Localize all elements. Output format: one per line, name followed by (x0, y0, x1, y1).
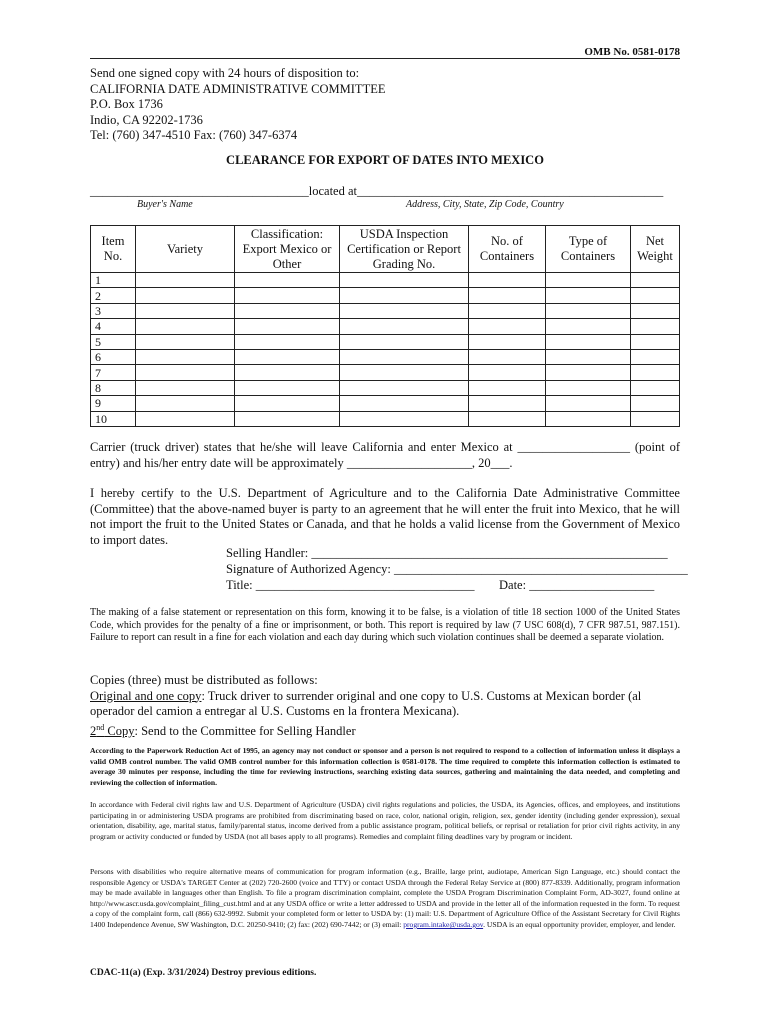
table-row (91, 411, 680, 426)
table-body (91, 273, 680, 427)
table-row (91, 380, 680, 395)
entry-cell[interactable] (546, 303, 631, 318)
disability-notice: Persons with disabilities who require alternative means of communication for program information (e.g., Braille, large print, audiotape, American Sign Language, etc.) should contact the responsible Agency or USDA's TARGET Center at (202) 720-2600 (voice and TTY) or contact USDA through the Federal Relay Service at (800) 877-8339. Additionally, program information may be made available in languages other than English. To file a program discrimination complaint, complete the USDA Program Discrimination Complaint Form, AD-3027, found online at http://www.ascr.usda.gov/complaint_filing_cust.html and at any USDA office or write a letter addressed to USDA and provide in the letter all of the information requested in the form. To request a copy of the complaint form, call (866) 632-9992. Submit your completed form or letter to USDA by: (1) mail: U.S. Department of Agriculture Office of the Assistant Secretary for Civil Rights 1400 Independence Avenue, SW Washington, D.C. 20250-9410; (2) fax: (202) 690-7442; or (3) email: program.intake@usda.gov. USDA is an equal opportunity provider, employer, and lender. (90, 867, 680, 929)
entry-cell[interactable] (631, 319, 680, 334)
table-row (91, 396, 680, 411)
col-item-no: Item No. (91, 226, 136, 273)
entry-cell[interactable] (235, 319, 340, 334)
copies-second (90, 720, 680, 740)
entry-cell[interactable] (340, 380, 469, 395)
address-line: P.O. Box 1736 (90, 97, 163, 111)
buyer-address-field[interactable]: _________________________________________________ (357, 184, 664, 198)
entry-cell[interactable] (340, 319, 469, 334)
copies-intro: Copies (three) must be distributed as follows: (90, 673, 318, 687)
col-classification: Classification: Export Mexico or Other (235, 226, 340, 273)
item-number-cell: 1 (91, 273, 136, 288)
entry-cell[interactable] (340, 273, 469, 288)
table-row (91, 365, 680, 380)
form-title: CLEARANCE FOR EXPORT OF DATES INTO MEXICO (226, 153, 544, 167)
entry-cell[interactable] (235, 288, 340, 303)
entry-cell[interactable] (469, 396, 546, 411)
col-usda-inspection: USDA Inspection Certification or Report Grading No. (340, 226, 469, 273)
entry-cell[interactable] (546, 319, 631, 334)
penalty-notice: The making of a false statement or representation on this form, knowing it to be false, is a violation of title 18 section 1000 of the United States Code, which provides for the penalty of a fine or imprisonment, or both. This report is required by law (7 USC 608(d), 7 CFR 987.51, 987.151). Failure to report can result in a fine for each violation and each day during which such violation continues shall be deemed a separate violation. (90, 607, 680, 644)
entry-cell[interactable] (340, 396, 469, 411)
entry-cell[interactable] (631, 411, 680, 426)
entry-cell[interactable] (235, 273, 340, 288)
col-variety: Variety (136, 226, 235, 273)
item-number-cell: 4 (91, 319, 136, 334)
item-number-cell: 5 (91, 334, 136, 349)
entry-cell[interactable] (631, 380, 680, 395)
entry-cell[interactable] (631, 288, 680, 303)
entry-cell[interactable] (546, 334, 631, 349)
copies-instructions (90, 673, 680, 739)
table-row (91, 319, 680, 334)
table-row (91, 334, 680, 349)
item-number-cell: 7 (91, 365, 136, 380)
entry-cell[interactable] (136, 319, 235, 334)
entry-cell[interactable] (235, 380, 340, 395)
table-row (91, 349, 680, 364)
entry-cell[interactable] (136, 411, 235, 426)
address-block (90, 66, 385, 144)
entry-cell[interactable] (235, 349, 340, 364)
entry-cell[interactable] (631, 273, 680, 288)
header-rule (90, 58, 680, 59)
entry-cell[interactable] (340, 334, 469, 349)
col-net-weight: Net Weight (631, 226, 680, 273)
entry-cell[interactable] (136, 303, 235, 318)
carrier-statement: Carrier (truck driver) states that he/she will leave California and enter Mexico at __________________ (point of entry) and his/her entry date will be approximately ____________________, 20___. (90, 440, 680, 470)
item-number-cell: 10 (91, 411, 136, 426)
address-line: Indio, CA 92202-1736 (90, 112, 203, 127)
entry-cell[interactable] (469, 319, 546, 334)
entry-cell[interactable] (136, 349, 235, 364)
entry-cell[interactable] (136, 334, 235, 349)
table-row (91, 273, 680, 288)
address-line: Send one signed copy with 24 hours of disposition to: (90, 66, 360, 80)
located-at-label: located at (308, 184, 357, 198)
entry-cell[interactable] (136, 273, 235, 288)
entry-cell[interactable] (340, 288, 469, 303)
entry-cell[interactable] (546, 396, 631, 411)
authorized-agency-signature-field[interactable]: Signature of Authorized Agency: _______________________________________________ (226, 562, 688, 576)
buyer-name-label: Buyer's Name (137, 199, 193, 210)
form-footer: CDAC-11(a) (Exp. 3/31/2024) Destroy previous editions. (90, 968, 317, 978)
entry-cell[interactable] (631, 334, 680, 349)
entry-cell[interactable] (469, 273, 546, 288)
item-number-cell: 8 (91, 380, 136, 395)
entry-cell[interactable] (235, 365, 340, 380)
shipment-table (90, 225, 680, 427)
civil-rights-notice: In accordance with Federal civil rights law and U.S. Department of Agriculture (USDA) civil rights regulations and policies, the USDA, its Agencies, offices, and employees, and institutions participating in or administering USDA programs are prohibited from discriminating based on race, color, national origin, religion, sex, gender identity (including gender expression), sexual orientation, disability, age, marital status, family/parental status, income derived from a public assistance program, political beliefs, or reprisal or retaliation for prior civil rights activity, in any program or activity conducted or funded by USDA (not all bases apply to all programs). Remedies and complaint filing deadlines vary by program or incident. (90, 800, 680, 841)
entry-cell[interactable] (469, 334, 546, 349)
entry-cell[interactable] (469, 303, 546, 318)
email-link[interactable]: program.intake@usda.gov (403, 919, 484, 929)
entry-cell[interactable] (136, 380, 235, 395)
table-row (91, 303, 680, 318)
entry-cell[interactable] (235, 411, 340, 426)
entry-cell[interactable] (340, 365, 469, 380)
paperwork-reduction-notice: According to the Paperwork Reduction Act of 1995, an agency may not conduct or sponsor and a person is not required to respond to a collection of information unless it displays a valid OMB control number. The valid OMB control number for this information collection is 0581-0178. The time required to complete this information collection is estimated to average 30 minutes per response, including the time for reviewing instructions, searching existing data sources, gathering and maintaining the data needed, and completing and reviewing the collection of information. (90, 746, 680, 787)
entry-cell[interactable] (546, 411, 631, 426)
entry-cell[interactable] (546, 380, 631, 395)
entry-cell[interactable] (136, 288, 235, 303)
item-number-cell: 9 (91, 396, 136, 411)
entry-cell[interactable] (631, 396, 680, 411)
entry-cell[interactable] (546, 288, 631, 303)
original-copy-label: Original and one copy (90, 688, 202, 703)
entry-cell[interactable] (546, 349, 631, 364)
table-row (91, 288, 680, 303)
entry-cell[interactable] (235, 303, 340, 318)
original-copy-text: : Truck driver to surrender original and one copy to U.S. Customs at Mexican border (al operador del camion a entregar al U.S. Customs en la frontera Mexicana). (90, 688, 642, 718)
second-copy-text: : Send to the Committee for Selling Handler (134, 723, 356, 738)
entry-cell[interactable] (136, 365, 235, 380)
entry-cell[interactable] (469, 288, 546, 303)
entry-cell[interactable] (631, 349, 680, 364)
address-line: CALIFORNIA DATE ADMINISTRATIVE COMMITTEE (90, 81, 386, 96)
second-copy-label: 2nd Copy (90, 722, 135, 738)
signature-date-field[interactable]: Date: ____________________ (499, 578, 655, 592)
buyer-name-field[interactable]: ___________________________________ (90, 184, 309, 198)
entry-cell[interactable] (340, 349, 469, 364)
entry-cell[interactable] (136, 396, 235, 411)
col-no-containers: No. of Containers (469, 226, 546, 273)
entry-cell[interactable] (469, 365, 546, 380)
entry-cell[interactable] (469, 411, 546, 426)
address-line: Tel: (760) 347-4510 Fax: (760) 347-6374 (90, 128, 298, 142)
entry-cell[interactable] (469, 349, 546, 364)
signer-title-field[interactable]: Title: ___________________________________ (226, 578, 475, 592)
entry-cell[interactable] (235, 334, 340, 349)
buyer-line (90, 184, 663, 199)
col-type-containers: Type of Containers (546, 226, 631, 273)
item-number-cell: 6 (91, 349, 136, 364)
entry-cell[interactable] (631, 365, 680, 380)
omb-number: OMB No. 0581-0178 (584, 46, 680, 58)
copies-original (90, 689, 680, 720)
entry-cell[interactable] (469, 380, 546, 395)
entry-cell[interactable] (340, 303, 469, 318)
entry-cell[interactable] (235, 396, 340, 411)
certification-statement: I hereby certify to the U.S. Department of Agriculture and to the California Date Administrative Committee (Committee) that the above-named buyer is party to an agreement that he will enter the fruit into Mexico, that he will not import the fruit to the United States or Canada, and that he holds a valid license from the Government of Mexico to import dates. (90, 486, 680, 547)
table-header-row (91, 226, 680, 273)
entry-cell[interactable] (546, 365, 631, 380)
item-number-cell: 3 (91, 303, 136, 318)
selling-handler-field[interactable]: Selling Handler: _________________________________________________________ (226, 546, 668, 560)
item-number-cell: 2 (91, 288, 136, 303)
entry-cell[interactable] (631, 303, 680, 318)
entry-cell[interactable] (340, 411, 469, 426)
entry-cell[interactable] (546, 273, 631, 288)
buyer-address-label: Address, City, State, Zip Code, Country (406, 199, 564, 210)
